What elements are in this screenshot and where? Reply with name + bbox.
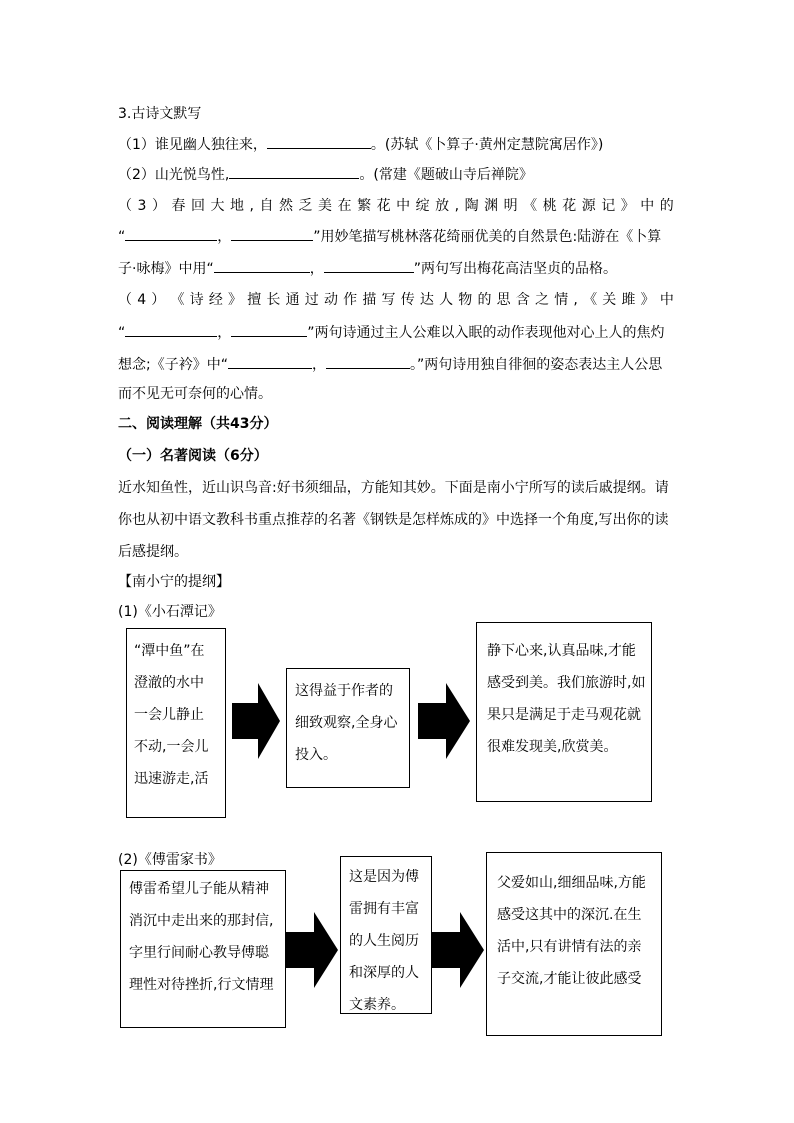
justified-char: 《	[583, 292, 598, 308]
item-1-box-2	[286, 668, 410, 788]
justified-char: 关	[602, 292, 617, 308]
q3-item-2-pre: （2）山光悦鸟性,	[118, 167, 230, 183]
justified-char: 然	[279, 198, 294, 214]
justified-char: 源	[581, 198, 596, 214]
justified-char: 思	[496, 292, 511, 308]
item-1-box-1-text: “潭中鱼”在 澄澈的水中 一会儿静止 不动,一会儿 迅速游走,活	[134, 643, 209, 787]
arrow-right-icon	[232, 683, 280, 759]
justified-char: 之	[535, 292, 550, 308]
intro-line-3: 后感提纲。	[118, 544, 188, 560]
justified-char: ,	[573, 292, 578, 308]
item-2-box-3	[486, 852, 662, 1036]
justified-char: 中	[396, 198, 411, 214]
justified-char: ）	[151, 292, 166, 308]
justified-char: 《	[170, 292, 185, 308]
justified-char: ）	[151, 198, 166, 214]
item-2-box-1-text: 傅雷希望儿子能从精神 消沉中走出来的那封信, 字里行间耐心教导傅聪 理性对待挫折,行文情理	[129, 881, 274, 993]
justified-char: 的	[659, 198, 674, 214]
section-2-subtitle: （一）名著阅读（6分）	[118, 448, 268, 464]
justified-char: 诗	[189, 292, 204, 308]
q3-blank-4a[interactable]	[125, 322, 217, 337]
q3-item-4-line-3-pre: 想念;《子衿》中“	[118, 357, 228, 373]
justified-char: 《	[523, 198, 538, 214]
q3-item-3-line-3-post: ”两句写出梅花高洁坚贞的品格。	[413, 261, 617, 277]
q3-item-4-line-1	[118, 290, 674, 310]
justified-char: 通	[285, 292, 300, 308]
justified-char: 传	[400, 292, 415, 308]
justified-char: 放	[435, 198, 450, 214]
q3-blank-1[interactable]	[267, 134, 371, 149]
justified-char: 自	[259, 198, 274, 214]
justified-char: 4	[137, 292, 147, 308]
justified-char: 中	[659, 292, 674, 308]
justified-char: 3	[137, 198, 147, 214]
justified-char: 情	[554, 292, 569, 308]
item-1-label: (1)《小石潭记》	[118, 604, 222, 620]
justified-char: 》	[640, 292, 655, 308]
justified-char: （	[118, 292, 132, 308]
justified-char: 写	[381, 292, 396, 308]
justified-char: 作	[343, 292, 358, 308]
q3-item-3-line-3	[118, 258, 617, 279]
q3-blank-3a[interactable]	[125, 226, 217, 241]
item-1-box-2-text: 这得益于作者的 细致观察,全身心 投入。	[295, 683, 398, 763]
q3-item-3-line-2-text: ”用妙笔描写桃林落花绮丽优美的自然景色:陆游在《卜算	[313, 229, 662, 245]
q3-item-2	[118, 164, 533, 185]
justified-char: 描	[362, 292, 377, 308]
justified-char: 经	[208, 292, 223, 308]
justified-char: 长	[266, 292, 281, 308]
item-1-box-1	[126, 628, 226, 818]
q3-item-3-line-3-pre: 子·咏梅》中用“	[118, 261, 214, 277]
open-quote: “	[118, 229, 126, 245]
q3-blank-4c[interactable]	[228, 354, 312, 369]
justified-char: 雎	[621, 292, 636, 308]
q3-item-4-line-2-text: ”两句诗通过主人公难以入眠的动作表现他对心上人的焦灼	[307, 325, 665, 341]
intro-line-1: 近水知鱼性，近山识鸟音:好书须细品，方能知其妙。下面是南小宁所写的读后戚提纲。请	[118, 480, 669, 496]
justified-char: 过	[304, 292, 319, 308]
justified-char: 的	[477, 292, 492, 308]
justified-char: 达	[419, 292, 434, 308]
arrow-right-icon	[418, 683, 470, 759]
justified-char: 物	[458, 292, 473, 308]
comma: ，	[217, 325, 232, 341]
justified-char: 繁	[357, 198, 372, 214]
justified-char: 明	[503, 198, 518, 214]
justified-char: ,	[249, 198, 254, 214]
comma: ，	[309, 261, 324, 277]
justified-char: 花	[562, 198, 577, 214]
q3-item-1	[118, 134, 603, 155]
justified-char: 擅	[247, 292, 262, 308]
q3-item-2-post: 。(常建《题破山寺后禅院》	[359, 167, 533, 183]
q3-item-4-line-3-post: 。”两句诗用独自徘徊的姿态表达主人公思	[409, 357, 663, 373]
q3-item-4-line-4: 而不见无可奈何的心情。	[118, 386, 272, 402]
q3-blank-4b[interactable]	[231, 322, 307, 337]
item-2-box-2	[340, 856, 432, 1014]
outline-label: 【南小宁的提纲】	[118, 574, 230, 590]
justified-char: 美	[318, 198, 333, 214]
item-2-box-1	[120, 870, 286, 1028]
justified-char: 大	[210, 198, 225, 214]
item-2-box-3-text: 父爱如山,细细品味,方能 感受这其中的深沉.在生 活中,只有讲情有法的亲 子交流,才能让彼此感受	[497, 875, 646, 987]
justified-char: 》	[620, 198, 635, 214]
q3-item-1-post: 。(苏轼《卜算子·黄州定慧院寓居作》)	[370, 137, 604, 153]
justified-char: 乏	[298, 198, 313, 214]
item-1-box-3	[476, 622, 652, 802]
item-2-label: (2)《傅雷家书》	[118, 852, 222, 868]
arrow-right-icon	[286, 912, 338, 988]
q3-item-3-line-2	[118, 226, 661, 247]
intro-line-2: 你也从初中语文教科书重点推荐的名著《钢铁是怎样炼成的》中选择一个角度,写出你的读	[118, 512, 669, 528]
q3-blank-2[interactable]	[229, 164, 359, 179]
justified-char: 渊	[484, 198, 499, 214]
justified-char: 桃	[542, 198, 557, 214]
justified-char: 含	[515, 292, 530, 308]
justified-char: ,	[454, 198, 460, 214]
justified-char: 人	[439, 292, 454, 308]
q3-title: 3.古诗文默写	[118, 106, 202, 122]
justified-char: 花	[376, 198, 391, 214]
q3-blank-3c[interactable]	[214, 258, 310, 273]
justified-char: 》	[228, 292, 243, 308]
item-1-box-3-text: 静下心来,认真品味,才能 感受到美。我们旅游时,如 果只是满足于走马观花就 很难发现美,欣赏美。	[487, 643, 646, 755]
q3-blank-4d[interactable]	[326, 354, 410, 369]
item-2-box-2-text: 这是因为傅 雷拥有丰富 的人生阅历 和深厚的人 文素养。	[349, 869, 419, 1013]
justified-char: 在	[337, 198, 352, 214]
justified-char: 回	[190, 198, 205, 214]
justified-char: 记	[601, 198, 616, 214]
justified-char: 地	[230, 198, 245, 214]
justified-char: 中	[640, 198, 655, 214]
q3-blank-3d[interactable]	[324, 258, 414, 273]
q3-blank-3b[interactable]	[231, 226, 313, 241]
q3-item-4-line-2	[118, 322, 665, 343]
q3-item-3-line-1	[118, 196, 674, 216]
justified-char: 绽	[415, 198, 430, 214]
comma: ，	[311, 357, 326, 373]
open-quote: “	[118, 325, 126, 341]
justified-char: 春	[171, 198, 186, 214]
section-2-title: 二、阅读理解（共43分）	[118, 416, 278, 432]
justified-char: （	[118, 198, 132, 214]
justified-char: 陶	[464, 198, 479, 214]
arrow-right-icon	[432, 912, 484, 988]
comma: ，	[217, 229, 232, 245]
q3-item-4-line-3	[118, 354, 662, 375]
q3-item-1-pre: （1）谁见幽人独往来，	[118, 137, 267, 153]
justified-char: 动	[323, 292, 338, 308]
